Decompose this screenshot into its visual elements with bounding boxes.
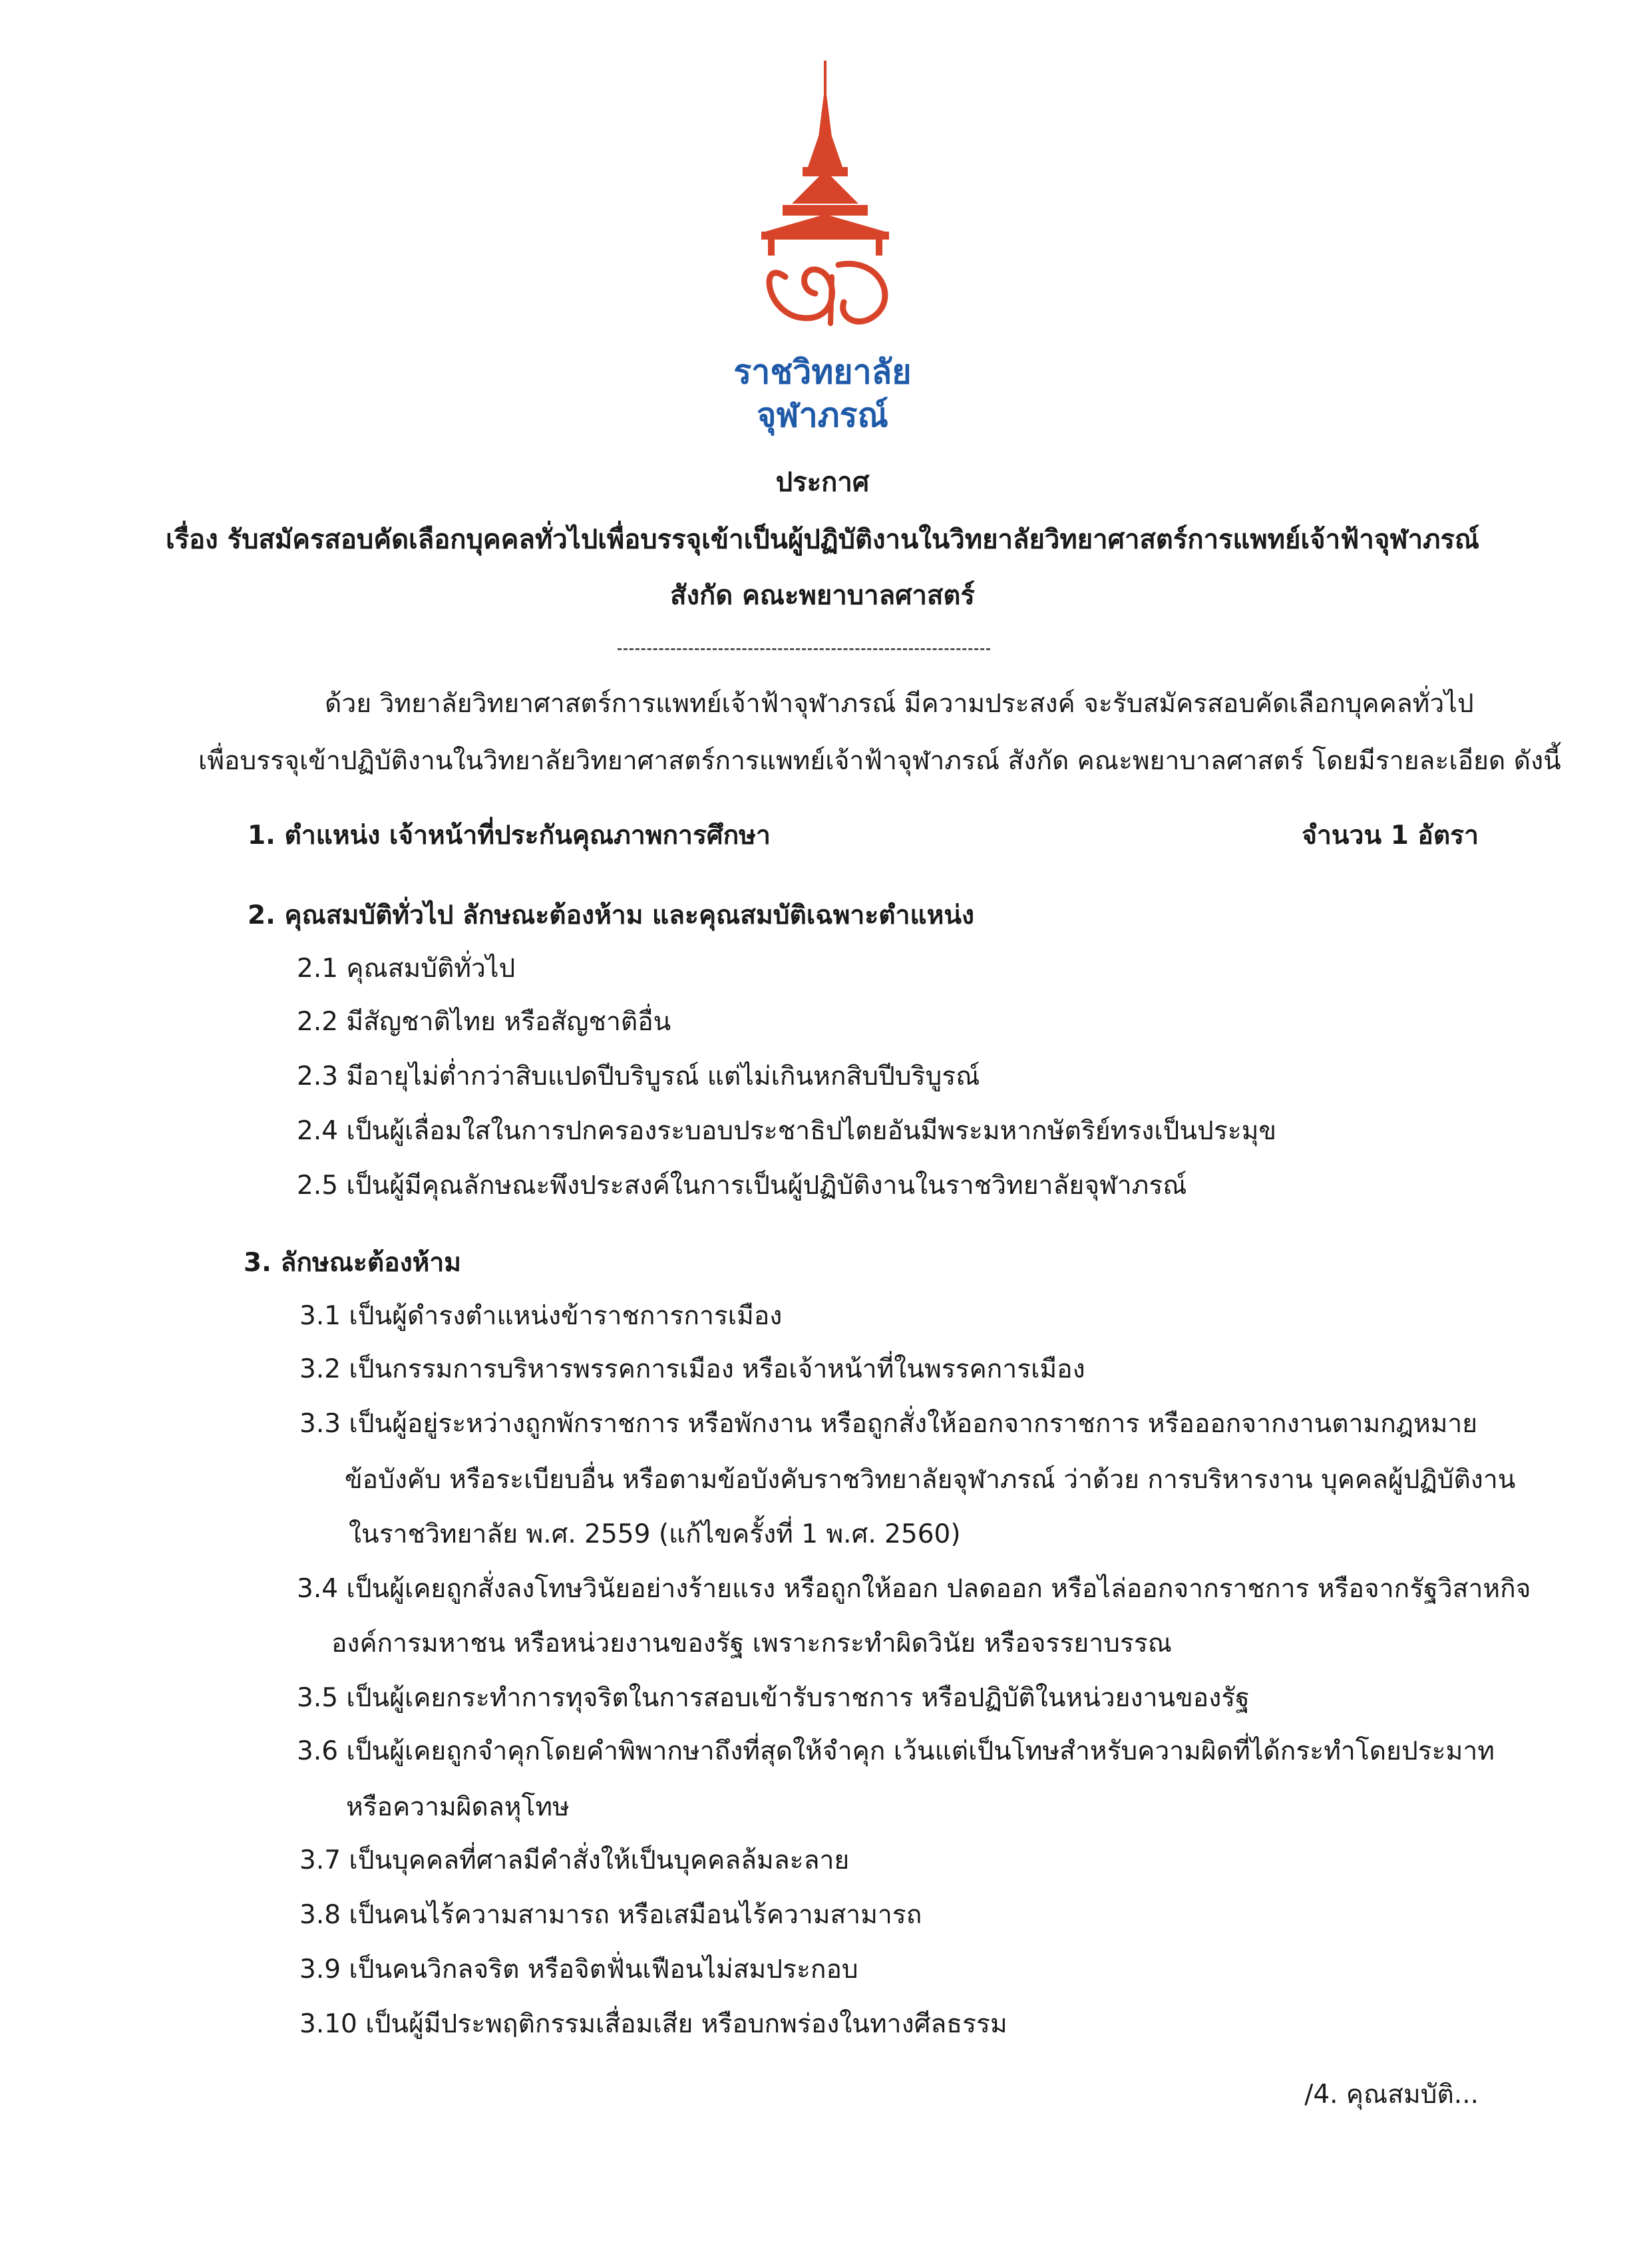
separator-rule (618, 648, 990, 650)
continuation-note: /4. คุณสมบัติ... (1304, 2080, 1479, 2110)
section2-item: 2.2 มีสัญชาติไทย หรือสัญชาติอื่น (297, 1007, 671, 1037)
announcement-subject-line2: สังกัด คณะพยาบาลศาสตร์ (670, 580, 975, 611)
section3-item-continuation: องค์การมหาชน หรือหน่วยงานของรัฐ เพราะกระทำผิดวินัย หรือจรรยาบรรณ (331, 1628, 1172, 1658)
section3-item: 3.5 เป็นผู้เคยกระทำการทุจริตในการสอบเข้ารับราชการ หรือปฏิบัติในหน่วยงานของรัฐ (297, 1683, 1250, 1713)
intro-line1: ด้วย วิทยาลัยวิทยาศาสตร์การแพทย์เจ้าฟ้าจุฬาภรณ์ มีความประสงค์ จะรับสมัครสอบคัดเลือกบุคคลทั่วไป (325, 689, 1474, 719)
section3-item: 3.3 เป็นผู้อยู่ระหว่างถูกพักราชการ หรือพักงาน หรือถูกสั่งให้ออกจากราชการ หรือออกจากงานตามกฎหมาย (299, 1409, 1478, 1439)
section3-item: 3.6 เป็นผู้เคยถูกจำคุกโดยคำพิพากษาถึงที่สุดให้จำคุก เว้นแต่เป็นโทษสำหรับความผิดที่ได้กระทำโดยประมาท (297, 1736, 1495, 1766)
section2-item: 2.4 เป็นผู้เลื่อมใสในการปกครองระบอบประชาธิปไตยอันมีพระมหากษัตริย์ทรงเป็นประมุข (297, 1116, 1277, 1146)
intro-line2: เพื่อบรรจุเข้าปฏิบัติงานในวิทยาลัยวิทยาศาสตร์การแพทย์เจ้าฟ้าจุฬาภรณ์ สังกัด คณะพยาบาลศาสตร์ โดยมีรายละเอียด ดังนี้ (198, 746, 1561, 776)
section2-item: 2.1 คุณสมบัติทั่วไป (297, 954, 516, 984)
section3-item-continuation: หรือความผิดลหุโทษ (346, 1792, 570, 1822)
section3-item-continuation: ข้อบังคับ หรือระเบียบอื่น หรือตามข้อบังคับราชวิทยาลัยจุฬาภรณ์ ว่าด้วย การบริหารงาน บุคคลผู้ปฏิบัติงาน (345, 1465, 1516, 1495)
institution-emblem (739, 57, 912, 337)
section3-item-continuation: ในราชวิทยาลัย พ.ศ. 2559 (แก้ไขครั้งที่ 1 พ.ศ. 2560) (349, 1519, 961, 1549)
section3-item: 3.2 เป็นกรรมการบริหารพรรคการเมือง หรือเจ้าหน้าที่ในพรรคการเมือง (299, 1354, 1085, 1384)
section1-title: 1. ตำแหน่ง เจ้าหน้าที่ประกันคุณภาพการศึกษา (248, 821, 771, 850)
section2-item: 2.3 มีอายุไม่ต่ำกว่าสิบแปดปีบริบูรณ์ แต่ไม่เกินหกสิบปีบริบูรณ์ (297, 1061, 980, 1091)
announcement-subject-line1: เรื่อง รับสมัครสอบคัดเลือกบุคคลทั่วไปเพื่อบรรจุเข้าเป็นผู้ปฏิบัติงานในวิทยาลัยวิทยาศาสตร์การแพทย์เจ้าฟ้าจุฬาภรณ์ (165, 524, 1480, 555)
section3-title: 3. ลักษณะต้องห้าม (244, 1248, 461, 1278)
section3-item: 3.9 เป็นคนวิกลจริต หรือจิตฟั่นเฟือนไม่สมประกอบ (299, 1955, 858, 1984)
institution-name-line1: ราชวิทยาลัย (733, 353, 912, 391)
section2-title: 2. คุณสมบัติทั่วไป ลักษณะต้องห้าม และคุณสมบัติเฉพาะตำแหน่ง (248, 900, 975, 930)
section2-item: 2.5 เป็นผู้มีคุณลักษณะพึงประสงค์ในการเป็นผู้ปฏิบัติงานในราชวิทยาลัยจุฬาภรณ์ (297, 1171, 1187, 1201)
section3-item: 3.8 เป็นคนไร้ความสามารถ หรือเสมือนไร้ความสามารถ (299, 1900, 922, 1930)
institution-name-line2: จุฬาภรณ์ (757, 396, 888, 435)
section1-count: จำนวน 1 อัตรา (1302, 821, 1479, 850)
section3-item: 3.10 เป็นผู้มีประพฤติกรรมเสื่อมเสีย หรือบกพร่องในทางศีลธรรม (299, 2009, 1007, 2039)
section3-item: 3.7 เป็นบุคคลที่ศาลมีคำสั่งให้เป็นบุคคลล้มละลาย (299, 1845, 850, 1875)
announcement-heading: ประกาศ (775, 467, 870, 498)
section3-item: 3.1 เป็นผู้ดำรงตำแหน่งข้าราชการการเมือง (299, 1301, 783, 1331)
section3-item: 3.4 เป็นผู้เคยถูกสั่งลงโทษวินัยอย่างร้ายแรง หรือถูกให้ออก ปลดออก หรือไล่ออกจากราชการ หรือจากรัฐวิสาหกิจ (297, 1574, 1531, 1604)
